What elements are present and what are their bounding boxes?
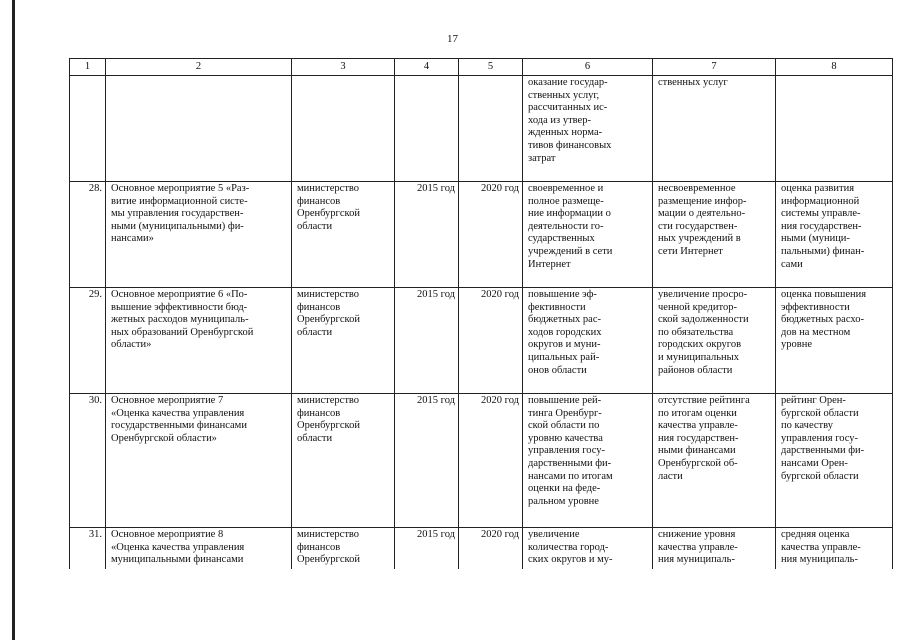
indicator-text: оценка развития информационной системы управле- ния государствен- ными (муници- пальными) финан- сами [781, 183, 865, 270]
event-text: Основное мероприятие 7 «Оценка качества управления государственными финансами Оренбургской области» [111, 395, 247, 444]
consequence-cell [653, 288, 776, 394]
row-number [70, 76, 106, 182]
event-cell [106, 288, 292, 394]
event-cell [106, 528, 292, 570]
consequence-text: увеличение просро- ченной кредитор- ской задолженности по обязательства городских округов и муниципальных районов области [658, 289, 749, 376]
start-year: 2015 год [395, 182, 459, 288]
page-number: 17 [447, 33, 458, 45]
consequence-text: отсутствие рейтинга по итогам оценки качества управле- ния государствен- ными финансами Оренбургской об- ласти [658, 395, 750, 482]
executor-cell [292, 182, 395, 288]
consequence-cell [653, 182, 776, 288]
event-text: Основное мероприятие 6 «По- вышение эффективности бюд- жетных расходов муниципаль- ных образований Оренбургской области» [111, 289, 254, 351]
header-cell: 7 [653, 59, 776, 76]
start-year: 2015 год [395, 528, 459, 570]
row-number: 31. [70, 528, 106, 570]
page-edge-bar [12, 0, 15, 640]
header-cell: 4 [395, 59, 459, 76]
row-number: 28. [70, 182, 106, 288]
start-year [395, 76, 459, 182]
consequence-cell [653, 76, 776, 182]
table-row [70, 528, 893, 570]
start-year: 2015 год [395, 288, 459, 394]
result-text: оказание государ- ственных услуг, рассчитанных ис- хода из утвер- жденных норма- тивов финансовых затрат [528, 77, 612, 164]
indicator-cell [776, 394, 893, 528]
executor-cell [292, 394, 395, 528]
executor-text: министерство финансов Оренбургской области [297, 289, 360, 338]
executor-cell [292, 528, 395, 570]
table-row [70, 76, 893, 182]
result-text: своевременное и полное размеще- ние информации о деятельности го- сударственных учреждений в сети Интернет [528, 183, 613, 270]
header-cell: 6 [523, 59, 653, 76]
event-cell [106, 76, 292, 182]
consequence-text: ственных услуг [658, 77, 728, 88]
event-text: Основное мероприятие 8 «Оценка качества управления муниципальными финансами [111, 529, 245, 566]
indicator-text: рейтинг Орен- бургской области по качеству управления госу- дарственными фи- нансами Орен- бургской области [781, 395, 865, 482]
row-number: 30. [70, 394, 106, 528]
header-cell: 1 [70, 59, 106, 76]
executor-text: министерство финансов Оренбургской [297, 529, 360, 566]
result-cell [523, 394, 653, 528]
end-year: 2020 год [459, 182, 523, 288]
indicator-cell [776, 288, 893, 394]
executor-text: министерство финансов Оренбургской области [297, 183, 360, 232]
header-cell: 3 [292, 59, 395, 76]
executor-cell [292, 288, 395, 394]
event-cell [106, 182, 292, 288]
result-text: повышение эф- фективности бюджетных рас- ходов городских округов и муни- ципальных рай- онов области [528, 289, 602, 376]
result-text: увеличение количества город- ских округов и му- [528, 529, 613, 566]
event-cell [106, 394, 292, 528]
result-cell [523, 182, 653, 288]
end-year [459, 76, 523, 182]
table-row [70, 288, 893, 394]
header-cell: 5 [459, 59, 523, 76]
table-row [70, 182, 893, 288]
indicator-cell [776, 76, 893, 182]
row-number: 29. [70, 288, 106, 394]
result-cell [523, 288, 653, 394]
end-year: 2020 год [459, 394, 523, 528]
table-row [70, 394, 893, 528]
indicator-text: оценка повышения эффективности бюджетных расхо- дов на местном уровне [781, 289, 867, 351]
indicator-cell [776, 528, 893, 570]
consequence-cell [653, 528, 776, 570]
consequence-text: несвоевременное размещение инфор- мации о деятельно- сти государствен- ных учреждений в сети Интернет [658, 183, 747, 257]
header-cell: 8 [776, 59, 893, 76]
executor-text: министерство финансов Оренбургской области [297, 395, 360, 444]
result-text: повышение рей- тинга Оренбург- ской области по уровню качества управления госу- дарственными фи- нансами по итогам оценки на феде- ральном уровне [528, 395, 613, 507]
result-cell [523, 76, 653, 182]
start-year: 2015 год [395, 394, 459, 528]
end-year: 2020 год [459, 528, 523, 570]
header-cell: 2 [106, 59, 292, 76]
consequence-cell [653, 394, 776, 528]
executor-cell [292, 76, 395, 182]
header-row [70, 59, 893, 76]
event-text: Основное мероприятие 5 «Раз- витие информационной систе- мы управления государствен- ными (муниципальными) фи- нансами» [111, 183, 250, 245]
program-events-table [69, 58, 893, 569]
consequence-text: снижение уровня качества управле- ния муниципаль- [658, 529, 738, 566]
indicator-text: средняя оценка качества управле- ния муниципаль- [781, 529, 861, 566]
result-cell [523, 528, 653, 570]
indicator-cell [776, 182, 893, 288]
end-year: 2020 год [459, 288, 523, 394]
